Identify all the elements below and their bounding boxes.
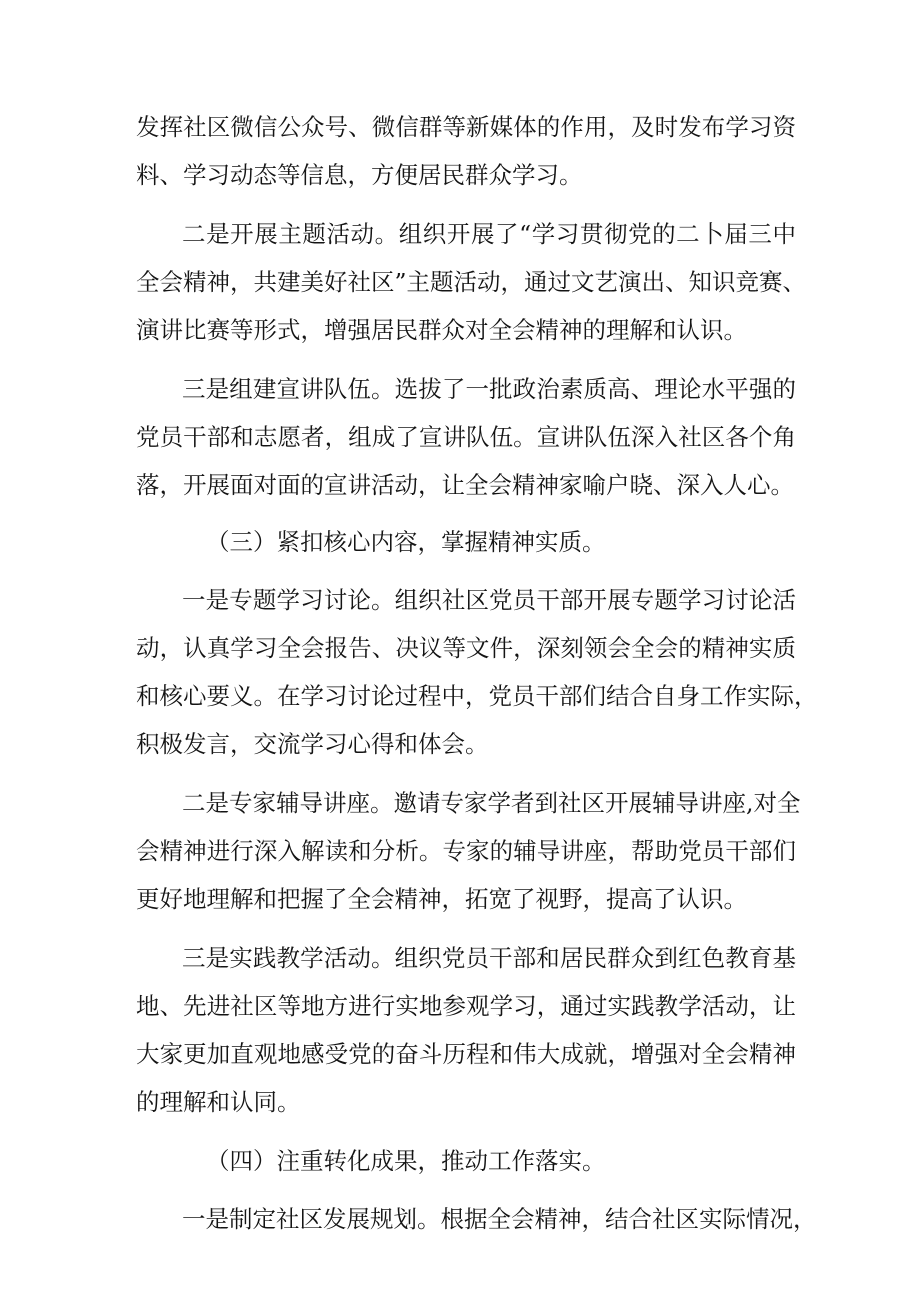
text-line: 发挥社区微信公众号、微信群等新媒体的作用，及时发布学习资 <box>136 113 796 141</box>
paragraph-start: 三是组建宣讲队伍。选拔了一批政治素质高、理论水平强的 <box>182 375 796 403</box>
paragraph-start: 二是专家辅导讲座。邀请专家学者到社区开展辅导讲座,对全 <box>182 789 801 817</box>
text-line: 和核心要义。在学习讨论过程中，党员干部们结合自身工作实际， <box>136 682 818 710</box>
text-line: 料、学习动态等信息，方便居民群众学习。 <box>136 161 583 189</box>
text-line: 会精神进行深入解读和分析。专家的辅导讲座，帮助党员干部们 <box>136 837 796 865</box>
paragraph-start: 三是实践教学活动。组织党员干部和居民群众到红色教育基 <box>182 944 796 972</box>
text-line: 地、先进社区等地方进行实地参观学习，通过实践教学活动，让 <box>136 992 796 1020</box>
text-line: 更好地理解和把握了全会精神，拓宽了视野，提高了认识。 <box>136 885 747 913</box>
text-line: 动，认真学习全会报告、决议等文件，深刻领会全会的精神实质 <box>136 634 796 662</box>
text-line: 演讲比赛等形式，增强居民群众对全会精神的理解和认识。 <box>136 316 747 344</box>
text-line: 全会精神，共建美好社区”主题活动，通过文艺演出、知识竞赛、 <box>136 268 807 296</box>
section-heading: （四）注重转化成果，推动工作落实。 <box>206 1147 606 1175</box>
text-line: 积极发言，交流学习心得和体会。 <box>136 730 489 758</box>
text-line: 的理解和认同。 <box>136 1088 301 1116</box>
text-line: 大家更加直观地感受党的奋斗历程和伟大成就，增强对全会精神 <box>136 1040 796 1068</box>
text-line: 党员干部和志愿者，组成了宣讲队伍。宣讲队伍深入社区各个角 <box>136 423 796 451</box>
paragraph-start: 一是制定社区发展规划。根据全会精神，结合社区实际情况， <box>182 1205 817 1233</box>
section-heading: （三）紧扣核心内容，掌握精神实质。 <box>206 528 606 556</box>
text-line: 落，开展面对面的宣讲活动，让全会精神家喻户晓、深入人心。 <box>136 471 794 499</box>
paragraph-start: 一是专题学习讨论。组织社区党员干部开展专题学习讨论活 <box>182 586 796 614</box>
paragraph-start: 二是开展主题活动。组织开展了“学习贯彻党的二卜届三中 <box>182 220 796 248</box>
